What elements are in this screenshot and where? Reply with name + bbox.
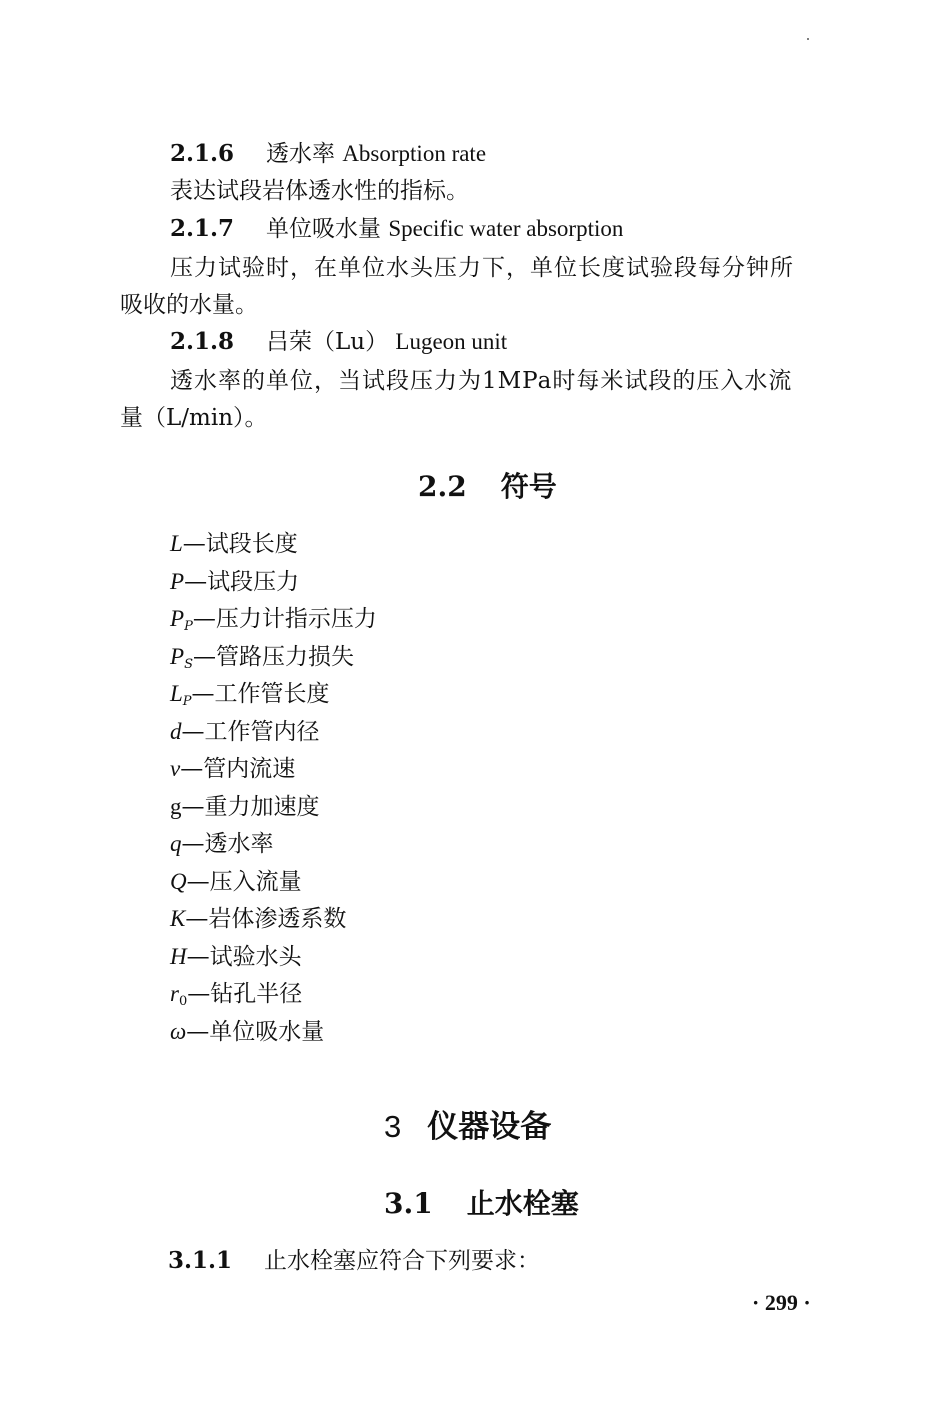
symbol-item [170,641,377,679]
symbol: K [170,906,186,931]
term-2-1-7 [170,215,623,243]
symbol: P [170,643,185,669]
section-number: 2.2 [418,470,467,503]
symbol-item [170,903,377,941]
section-heading-3-1 [384,1187,579,1221]
section-number: 3.1 [384,1187,433,1220]
symbol-item [170,791,377,829]
term-2-1-8-definition-line2: 量（L/min）。 [120,405,268,431]
symbol-item [170,716,377,754]
term-2-1-6-definition: 表达试段岩体透水性的指标。 [170,178,469,204]
term-2-1-7-definition-line1: 压力试验时，在单位水头压力下，单位长度试验段每分钟所 [170,255,794,281]
symbol: v [170,756,181,781]
clause-text: 止水栓塞应符合下列要求： [264,1248,540,1274]
symbol-description: —试验水头 [186,943,302,970]
term-2-1-7-definition-line2: 吸收的水量。 [120,292,258,318]
symbol-description: —重力加速度 [181,793,320,820]
symbol-description: —单位吸水量 [186,1018,325,1045]
symbol-description: —试段压力 [184,568,300,595]
symbol-list [170,528,377,1053]
symbol-item [170,866,377,904]
symbol: Q [170,868,187,894]
term-chinese: 吕荣（Lu） [266,329,389,355]
symbol-item [170,828,377,866]
symbol-item [170,941,377,979]
symbol-description: —工作管长度 [191,681,330,707]
term-chinese: 透水率 [266,141,335,167]
page-number: · 299 · [752,1290,811,1315]
term-english: Specific water absorption [388,216,624,241]
symbol-description: —管路压力损失 [192,643,354,670]
term-2-1-6 [170,140,486,168]
symbol: P [170,568,185,594]
symbol: ω [170,1018,187,1044]
symbol: q [170,831,182,856]
symbol: H [170,943,187,969]
chapter-number: 3 [384,1109,402,1144]
symbol-subscript: S [184,656,193,672]
symbol-subscript: 0 [178,994,188,1009]
symbol-subscript: P [182,694,192,709]
symbol-description: —工作管内径 [181,718,320,745]
scan-speck [807,38,809,40]
symbol-description: —透水率 [181,831,274,857]
symbol: d [170,718,182,744]
term-2-1-8-definition-line1: 透水率的单位，当试段压力为1MPa时每米试段的压入水流 [170,368,793,394]
term-english: Absorption rate [342,141,487,166]
symbol: r [170,981,179,1006]
symbol-description: —试段长度 [182,531,298,557]
term-english: Lugeon unit [395,329,508,354]
symbol-item [170,566,377,604]
chapter-heading-3 [384,1108,551,1146]
term-chinese: 单位吸水量 [266,216,381,242]
section-heading-2-2 [418,470,557,504]
section-title: 止水栓塞 [466,1187,579,1220]
term-number: 2.1.7 [170,215,235,242]
clause-3-1-1 [168,1247,540,1275]
symbol-description: —管内流速 [180,756,296,782]
symbol-item [170,753,377,791]
symbol: L [170,531,183,556]
clause-number: 3.1.1 [168,1247,233,1274]
section-title: 符号 [500,470,557,503]
symbol-description: —岩体渗透系数 [185,906,347,932]
term-number: 2.1.8 [170,328,235,355]
symbol-item [170,528,377,566]
symbol-item [170,678,377,716]
symbol-item [170,1016,377,1054]
symbol: g [170,793,182,819]
symbol-description: —钻孔半径 [187,981,303,1007]
symbol-item [170,978,377,1016]
symbol-description: —压入流量 [186,868,302,895]
symbol: L [170,681,183,706]
symbol-description: —压力计指示压力 [192,606,377,632]
term-2-1-8 [170,328,507,356]
symbol-item [170,603,377,641]
symbol: P [170,606,185,631]
symbol-subscript: P [184,619,193,634]
chapter-title: 仪器设备 [427,1109,552,1145]
term-number: 2.1.6 [170,140,235,167]
